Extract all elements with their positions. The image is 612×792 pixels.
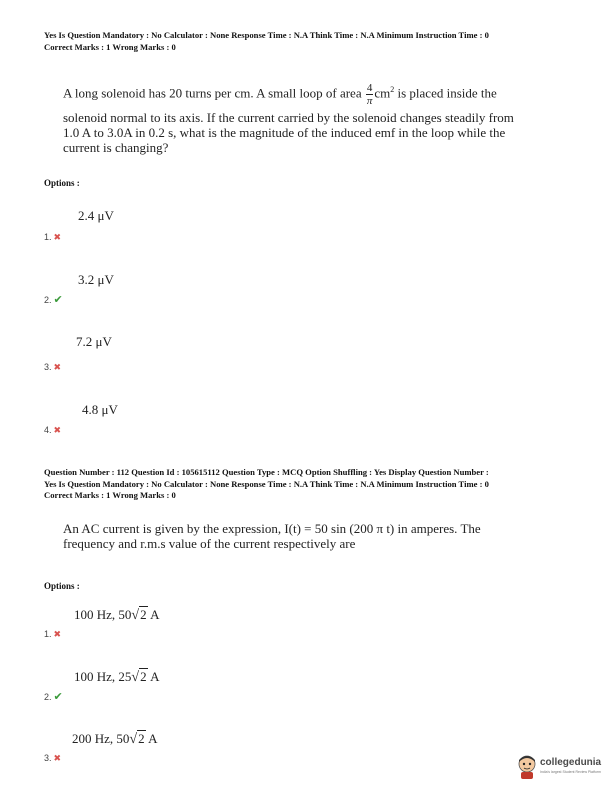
q2-meta <box>44 467 584 502</box>
wrong-mark-icon: ✖ <box>53 232 62 242</box>
q2-option-3-number: 3. ✖ <box>44 753 62 763</box>
logo-brand: collegedunia <box>540 757 602 768</box>
q2-text-line2: frequency and r.m.s value of the current respectively are <box>63 536 356 551</box>
q1-unit: cm <box>374 85 391 101</box>
correct-check-icon: ✔ <box>53 294 63 306</box>
q1-unit-sup: 2 <box>390 85 395 94</box>
q2-option-2-text: 100 Hz, 25√2 A <box>74 669 160 685</box>
q1-text-line4: current is changing? <box>63 140 169 155</box>
q1-option-1-number: 1. ✖ <box>44 232 62 242</box>
q1-option-2-text: 3.2 μV <box>78 272 114 287</box>
q1-frac-num: 4 <box>366 81 373 94</box>
q2-question-text <box>63 521 547 551</box>
collegedunia-logo <box>516 752 608 782</box>
q1-meta <box>44 30 584 53</box>
wrong-mark-icon: ✖ <box>53 753 62 763</box>
q2-options-label: Options : <box>44 581 80 591</box>
q2-option-2-number: 2. ✔ <box>44 691 63 703</box>
q2-option-1-number: 1. ✖ <box>44 629 62 639</box>
q1-options-label: Options : <box>44 178 80 188</box>
q1-meta-line1: Yes Is Question Mandatory : No Calculator : None Response Time : N.A Think Time : N.A Minimum Instruction Time : 0 <box>44 30 489 40</box>
q1-option-4-text: 4.8 μV <box>82 402 118 417</box>
q1-question-text <box>63 75 547 155</box>
q1-fraction <box>366 82 374 107</box>
q2-meta-line1: Question Number : 112 Question Id : 105615112 Question Type : MCQ Option Shuffling : Yes Display Question Number : <box>44 467 489 477</box>
wrong-mark-icon: ✖ <box>53 629 62 639</box>
q1-option-1-text: 2.4 μV <box>78 208 114 223</box>
wrong-mark-icon: ✖ <box>53 425 62 435</box>
q1-meta-line2: Correct Marks : 1 Wrong Marks : 0 <box>44 41 176 52</box>
q2-option-1-text: 100 Hz, 50√2 A <box>74 607 160 623</box>
q1-text-line2: solenoid normal to its axis. If the current carried by the solenoid changes steadily from <box>63 110 514 125</box>
q1-option-3-text: 7.2 μV <box>76 334 112 349</box>
mascot-icon <box>516 754 538 780</box>
correct-check-icon: ✔ <box>53 691 63 703</box>
q2-meta-line2: Yes Is Question Mandatory : No Calculator : None Response Time : N.A Think Time : N.A Minimum Instruction Time : 0 <box>44 478 489 489</box>
q2-text-line1: An AC current is given by the expression, I(t) = 50 sin (200 π t) in amperes. The <box>63 521 481 536</box>
sqrt-symbol: √2 <box>129 731 145 747</box>
sqrt-symbol: √2 <box>131 669 147 685</box>
logo-tagline: India's largest Student Review Platform <box>540 770 601 774</box>
wrong-mark-icon: ✖ <box>53 362 62 372</box>
q1-option-2-number: 2. ✔ <box>44 294 63 306</box>
q1-option-4-number: 4. ✖ <box>44 425 62 435</box>
q2-meta-line3: Correct Marks : 1 Wrong Marks : 0 <box>44 490 176 500</box>
q1-option-3-number: 3. ✖ <box>44 362 62 372</box>
q1-text-part2: is placed inside the <box>397 85 497 101</box>
q1-frac-den: π <box>366 94 373 107</box>
q2-option-3-text: 200 Hz, 50√2 A <box>72 731 158 747</box>
q1-text-line3: 1.0 A to 3.0A in 0.2 s, what is the magnitude of the induced emf in the loop while the <box>63 125 506 140</box>
sqrt-symbol: √2 <box>131 607 147 623</box>
q1-text-part1: A long solenoid has 20 turns per cm. A small loop of area <box>63 85 362 101</box>
